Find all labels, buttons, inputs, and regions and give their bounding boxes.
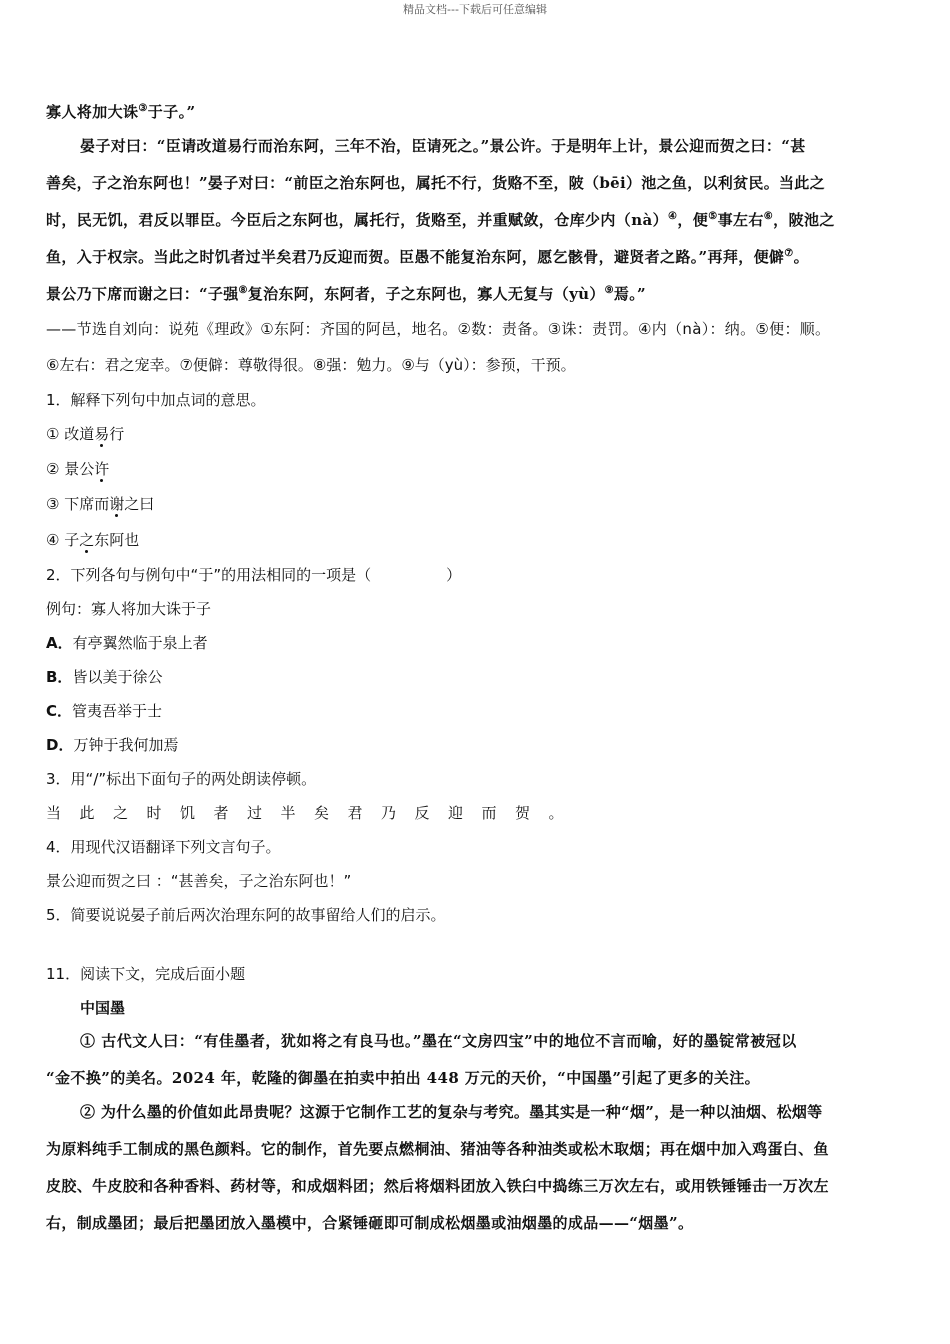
question-1-item-1: ① 改道易行 — [46, 425, 125, 443]
article-p2-line-2: 为原料纯手工制成的黑色颜料。它的制作，首先要点燃桐油、猪油等各种油类或松木取烟；再在烟中加入鸡蛋白、鱼 — [46, 1140, 829, 1158]
article-p2-line-1: ② 为什么墨的价值如此昂贵呢？这源于它制作工艺的复杂与考究。墨其实是一种“烟”，是一种以油烟、松烟等 — [80, 1103, 823, 1121]
article-title: 中国墨 — [80, 999, 126, 1017]
dotted-word: 许 — [94, 460, 110, 478]
dotted-word: 易 — [94, 425, 110, 443]
passage-line-6: 景公乃下席而谢之曰：“子强⑧复治东阿，东阿者，子之东阿也，寡人无复与（yù）⑨焉。” — [46, 285, 646, 303]
question-1-item-3: ③ 下席而谢之曰 — [46, 495, 155, 513]
article-p2-line-4: 右，制成墨团；最后把墨团放入墨模中，合紧锤砸即可制成松烟墨或油烟墨的成品——“烟墨”。 — [46, 1214, 694, 1232]
notes-line-2: ⑥左右：君之宠幸。⑦便僻：尊敬得很。⑧强：勉力。⑨与（yù）：参预，干预。 — [46, 356, 576, 374]
passage-line-1: 寡人将加大诛③于子。” — [46, 103, 196, 121]
passage-line-4: 时，民无饥，君反以罪臣。今臣后之东阿也，属托行，货赂至，并重赋敛，仓库少内（nà）④，便⑤事左右⑥，陂池之 — [46, 211, 835, 229]
question-2-option-d: D．万钟于我何加焉 — [46, 736, 179, 754]
article-p1-line-1: ① 古代文人曰：“有佳墨者，犹如将之有良马也。”墨在“文房四宝”中的地位不言而喻，好的墨锭常被冠以 — [80, 1032, 797, 1050]
question-3-sentence: 当此之时饥者过半矣君乃反迎而贺。 — [46, 804, 583, 822]
article-p2-line-3: 皮胶、牛皮胶和各种香料、药材等，和成烟料团；然后将烟料团放入铁臼中捣练三万次左右，或用铁锤锤击一万次左 — [46, 1177, 829, 1195]
question-11-title: 11．阅读下文，完成后面小题 — [46, 965, 246, 983]
page-header: 精品文档---下载后可任意编辑 — [403, 3, 547, 16]
passage-line-5: 鱼，入于权宗。当此之时饥者过半矣君乃反迎而贺。臣愚不能复治东阿，愿乞骸骨，避贤者之路。”再拜，便僻⑦。 — [46, 248, 809, 266]
question-2-option-b: B．皆以美于徐公 — [46, 668, 163, 686]
question-4-title: 4．用现代汉语翻译下列文言句子。 — [46, 838, 281, 856]
question-1-item-4: ④ 子之东阿也 — [46, 531, 140, 549]
question-2-example: 例句：寡人将加大诛于子 — [46, 600, 212, 618]
notes-line-1: ——节选自刘向：说苑《理政》①东阿：齐国的阿邑，地名。②数：责备。③诛：责罚。④内（nà）：纳。⑤便：顺。 — [46, 320, 831, 338]
passage-line-2: 晏子对曰：“臣请改道易行而治东阿，三年不治，臣请死之。”景公许。于是明年上计，景公迎而贺之曰：“甚 — [80, 137, 806, 155]
question-1-title: 1．解释下列句中加点词的意思。 — [46, 391, 266, 409]
question-5-title: 5．简要说说晏子前后两次治理东阿的故事留给人们的启示。 — [46, 906, 446, 924]
question-3-title: 3．用“/”标出下面句子的两处朗读停顿。 — [46, 770, 317, 788]
dotted-word: 之 — [79, 531, 95, 549]
dotted-word: 谢 — [109, 495, 125, 513]
question-2-title: 2．下列各句与例句中“于”的用法相同的一项是（ ） — [46, 566, 462, 584]
article-p1-line-2: “金不换”的美名。2024 年，乾隆的御墨在拍卖中拍出 448 万元的天价，“中国墨”引起了更多的关注。 — [46, 1069, 761, 1087]
question-1-item-2: ② 景公许 — [46, 460, 110, 478]
passage-line-3: 善矣，子之治东阿也！”晏子对曰：“前臣之治东阿也，属托不行，货赂不至，陂（bēi）池之鱼，以利贫民。当此之 — [46, 174, 825, 192]
question-2-option-a: A．有亭翼然临于泉上者 — [46, 634, 208, 652]
question-4-sentence: 景公迎而贺之曰 ：“甚善矣，子之治东阿也！” — [46, 872, 352, 890]
question-2-option-c: C．管夷吾举于士 — [46, 702, 163, 720]
